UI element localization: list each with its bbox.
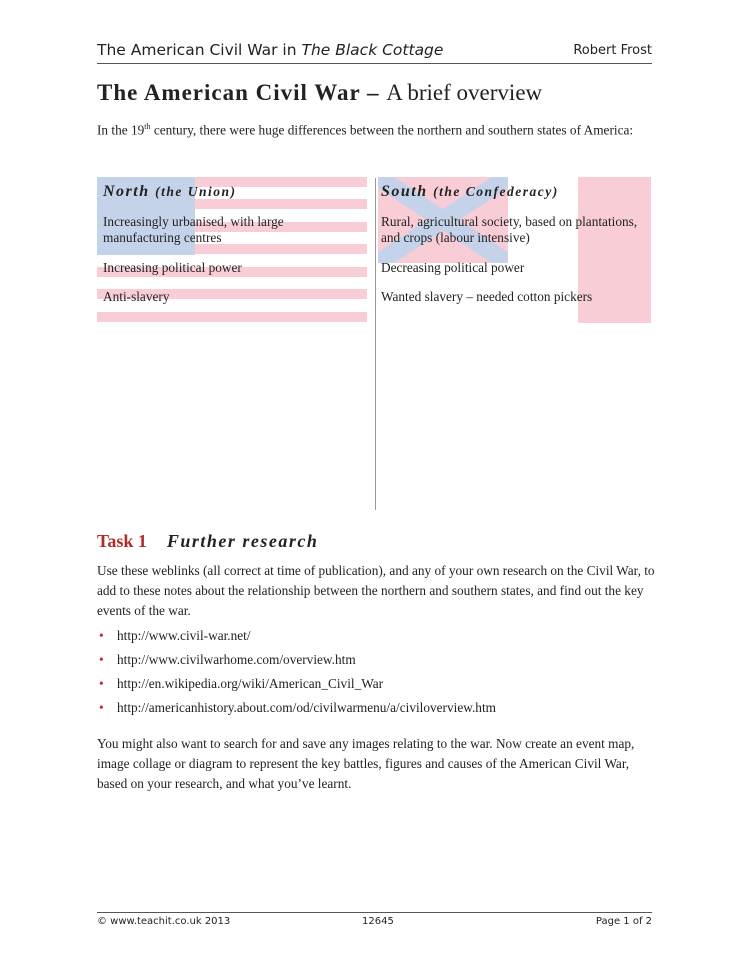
intro-a: In the 19 — [97, 122, 145, 138]
header-title-plain: The American Civil War in — [97, 41, 302, 59]
weblink[interactable]: http://americanhistory.about.com/od/civilwarmenu/a/civiloverview.htm — [117, 700, 496, 715]
south-item: Decreasing political power — [381, 260, 525, 275]
link-list — [97, 628, 496, 724]
bullet-icon: • — [99, 676, 104, 691]
header-title-italic: The Black Cottage — [301, 41, 444, 59]
intro-paragraph — [97, 117, 657, 140]
list-item[interactable] — [97, 676, 496, 700]
list-item[interactable] — [97, 700, 496, 724]
footer-page-number: Page 1 of 2 — [595, 916, 652, 927]
column-divider — [375, 178, 376, 510]
page-footer — [97, 912, 652, 927]
weblink[interactable]: http://en.wikipedia.org/wiki/American_Civil_War — [117, 676, 384, 691]
south-heading-main: South — [381, 183, 428, 200]
north-column — [103, 184, 363, 318]
south-item: Rural, agricultural society, based on plantations, and crops (labour intensive) — [381, 214, 638, 245]
task-outro: You might also want to search for and save any images relating to the war. Now create an event map, image collage or diagram to represent the key battles, figures and causes of the American Civil War, based on your research, and what you’ve learnt. — [97, 736, 635, 791]
weblink[interactable]: http://www.civil-war.net/ — [117, 628, 251, 643]
task-number: Task 1 — [97, 531, 147, 551]
header-title — [97, 41, 443, 59]
list-item[interactable] — [97, 652, 496, 676]
south-heading — [381, 184, 649, 200]
south-heading-sub: (the Confederacy) — [433, 184, 559, 199]
north-heading-sub: (the Union) — [155, 184, 237, 199]
footer-copyright: © www.teachit.co.uk 2013 — [97, 916, 231, 927]
task-title: Further research — [166, 531, 319, 551]
north-heading-main: North — [103, 183, 150, 200]
north-item: Increasingly urbanised, with large manufacturing centres — [103, 214, 284, 245]
footer-code: 12645 — [362, 916, 394, 927]
task-intro: Use these weblinks (all correct at time of publication), and any of your own research on the Civil War, to add to these notes about the relationship between the northern and southern states, and find out the key events of the war. — [97, 563, 655, 618]
page-title — [97, 80, 542, 106]
title-sub: A brief overview — [386, 80, 543, 105]
north-heading — [103, 184, 363, 200]
task-heading — [97, 531, 318, 552]
page-header — [97, 38, 652, 64]
intro-sup: th — [144, 122, 151, 131]
bullet-icon: • — [99, 628, 104, 643]
north-item: Anti-slavery — [103, 289, 170, 304]
bullet-icon: • — [99, 700, 104, 715]
south-item: Wanted slavery – needed cotton pickers — [381, 289, 593, 304]
title-main: The American Civil War – — [97, 80, 380, 105]
header-author: Robert Frost — [573, 43, 652, 58]
intro-b: century, there were huge differences between the northern and southern states of America: — [150, 122, 634, 138]
list-item[interactable] — [97, 628, 496, 652]
south-column — [381, 184, 649, 318]
north-item: Increasing political power — [103, 260, 242, 275]
bullet-icon: • — [99, 652, 104, 667]
weblink[interactable]: http://www.civilwarhome.com/overview.htm — [117, 652, 356, 667]
